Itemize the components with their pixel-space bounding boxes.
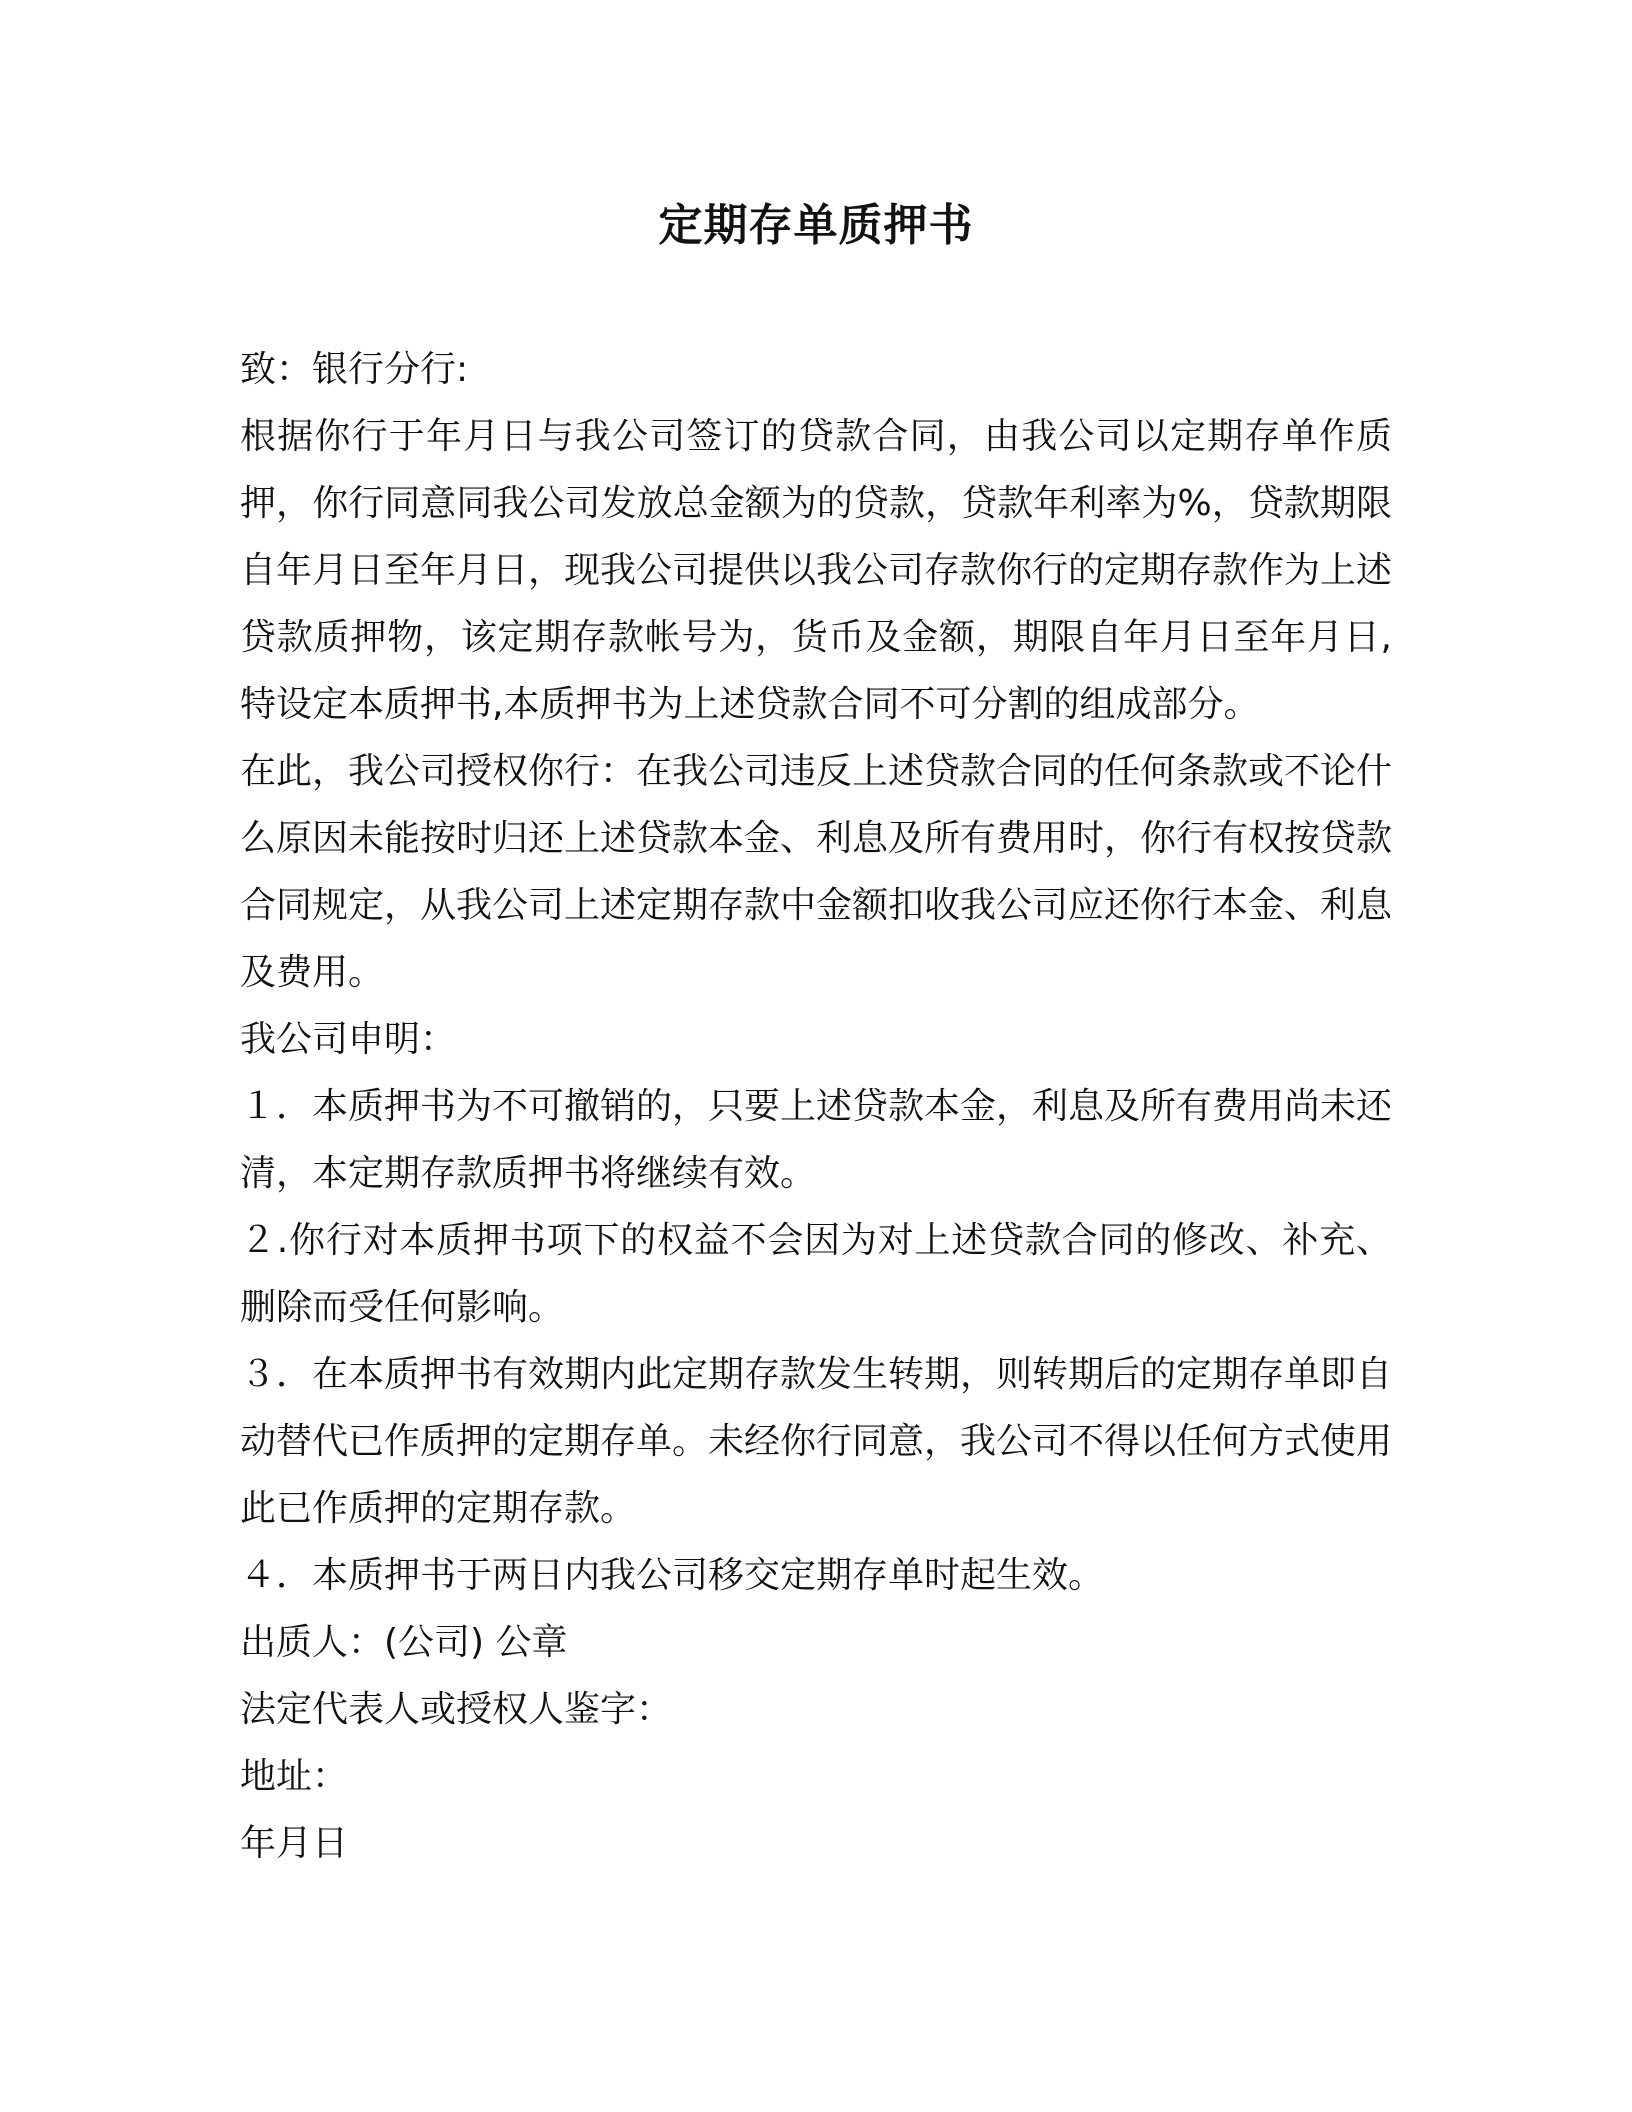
- signatory-line: 法定代表人或授权人鉴字：: [240, 1689, 673, 1730]
- clause-2: ２.你行对本质押书项下的权益不会因为对上述贷款合同的修改、补充、删除而受任何影响。: [240, 1220, 1392, 1328]
- document-title: 定期存单质押书: [658, 200, 974, 251]
- pledger-line: 出质人：(公司) 公章: [240, 1622, 568, 1663]
- paragraph-loan-pledge: 根据你行于年月日与我公司签订的贷款合同，由我公司以定期存单作质押，你行同意同我公司发放总金额为的贷款，贷款年利率为%，贷款期限自年月日至年月日，现我公司提供以我公司存款你行的定期存款作为上述贷款质押物，该定期存款帐号为，货币及金额，期限自年月日至年月日,特设定本质押书,本质押书为上述贷款合同不可分割的组成部分。: [240, 416, 1393, 725]
- clause-4: ４．本质押书于两日内我公司移交定期存单时起生效。: [240, 1555, 1105, 1596]
- paragraph-authorization: 在此，我公司授权你行：在我公司违反上述贷款合同的任何条款或不论什么原因未能按时归还上述贷款本金、利息及所有费用时，你行有权按贷款合同规定，从我公司上述定期存款中金额扣收我公司应还你行本金、利息及费用。: [240, 751, 1393, 993]
- clause-3: ３．在本质押书有效期内此定期存款发生转期，则转期后的定期存单即自动替代已作质押的定期存单。未经你行同意，我公司不得以任何方式使用此已作质押的定期存款。: [240, 1354, 1393, 1529]
- address-line: 地址：: [240, 1756, 349, 1797]
- salutation: 致：银行分行:: [240, 349, 469, 390]
- document-body: [240, 336, 1392, 1877]
- declaration-heading: 我公司申明：: [240, 1019, 457, 1060]
- clause-1: １．本质押书为不可撤销的，只要上述贷款本金，利息及所有费用尚未还清，本定期存款质押书将继续有效。: [240, 1086, 1393, 1194]
- date-line: 年月日: [240, 1823, 349, 1864]
